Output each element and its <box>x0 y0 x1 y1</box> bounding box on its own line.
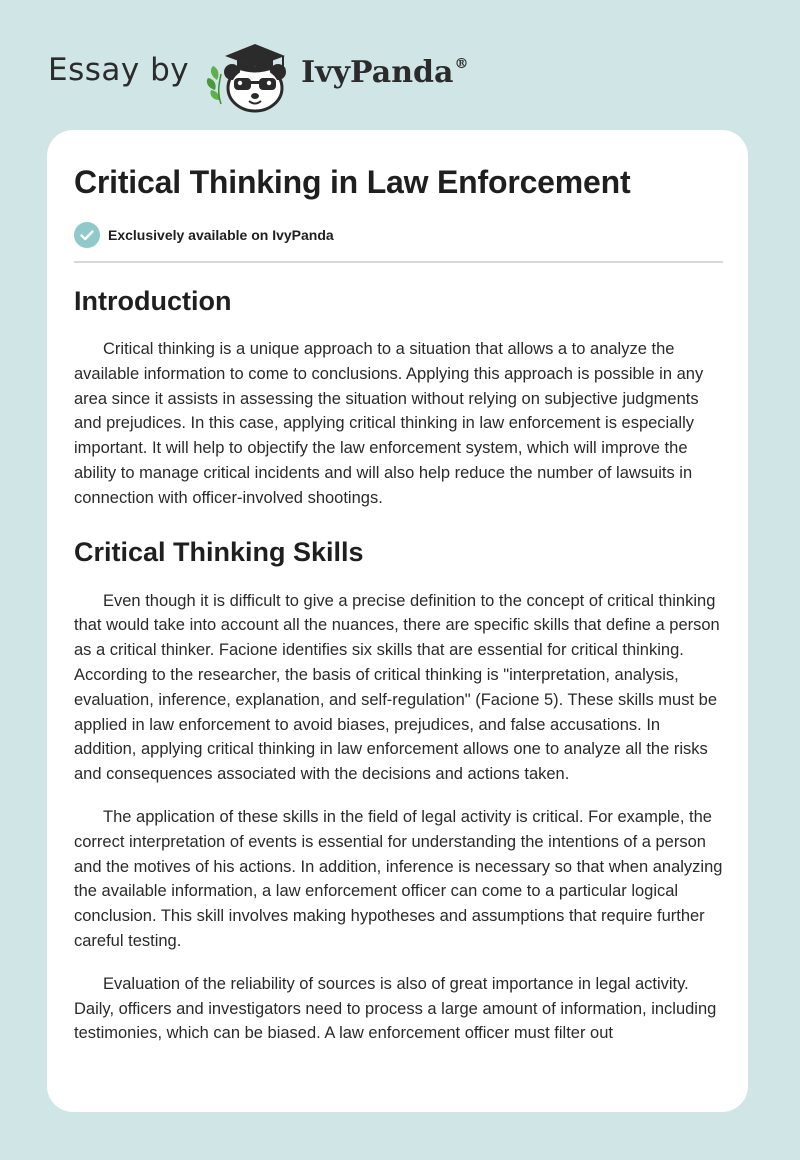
page-title: Critical Thinking in Law Enforcement <box>74 164 631 200</box>
brand-prefix: Essay by <box>48 52 190 88</box>
paragraph: Evaluation of the reliability of sources is also of great importance in legal activity. Daily, officers and investigators need to process a large amount of information, including testimonies, which can be biased. A law enforcement officer must filter out <box>74 974 717 1043</box>
divider <box>74 261 723 263</box>
paragraph: Even though it is difficult to give a precise definition to the concept of critical thinking that would take into account all the nuances, there are specific skills that define a person as a critical thinker. Facione identifies six skills that are essential for critical thinking. According to the researcher, the basis of critical thinking is "interpretation, analysis, evaluation, inference, explanation, and self-regulation" (Facione 5). These skills must be applied in law enforcement to avoid biases, prejudices, and false accusations. In addition, applying critical thinking in law enforcement allows one to analyze all the risks and consequences associated with the decisions and actions taken. <box>74 591 720 784</box>
badge-text: Exclusively available on IvyPanda <box>108 227 334 243</box>
exclusive-badge <box>74 222 334 248</box>
panda-logo-icon <box>203 34 299 114</box>
essay-card <box>47 130 748 1112</box>
essay-body <box>74 282 723 1046</box>
section-heading-introduction: Introduction <box>74 286 232 316</box>
paragraph: Critical thinking is a unique approach to a situation that allows a to analyze the available information to come to conclusions. Applying this approach is possible in any area since it assists in assessing the situation without relying on subjective judgments and prejudices. In this case, applying critical thinking in law enforcement is especially important. It will help to objectify the law enforcement system, which will improve the ability to manage critical incidents and will also help reduce the number of lawsuits in connection with officer-involved shootings. <box>74 340 704 507</box>
brand-header <box>48 34 468 114</box>
check-circle-icon <box>74 222 100 248</box>
section-heading-critical-thinking-skills: Critical Thinking Skills <box>74 536 364 567</box>
brand-name: IvyPanda® <box>301 54 469 90</box>
paragraph: The application of these skills in the field of legal activity is critical. For example, the correct interpretation of events is essential for understanding the intentions of a person and the motives of his actions. In addition, inference is necessary so that when analyzing the available information, a law enforcement officer can come to a particular logical conclusion. This skill involves making hypotheses and assumptions that require further careful testing. <box>74 807 723 950</box>
